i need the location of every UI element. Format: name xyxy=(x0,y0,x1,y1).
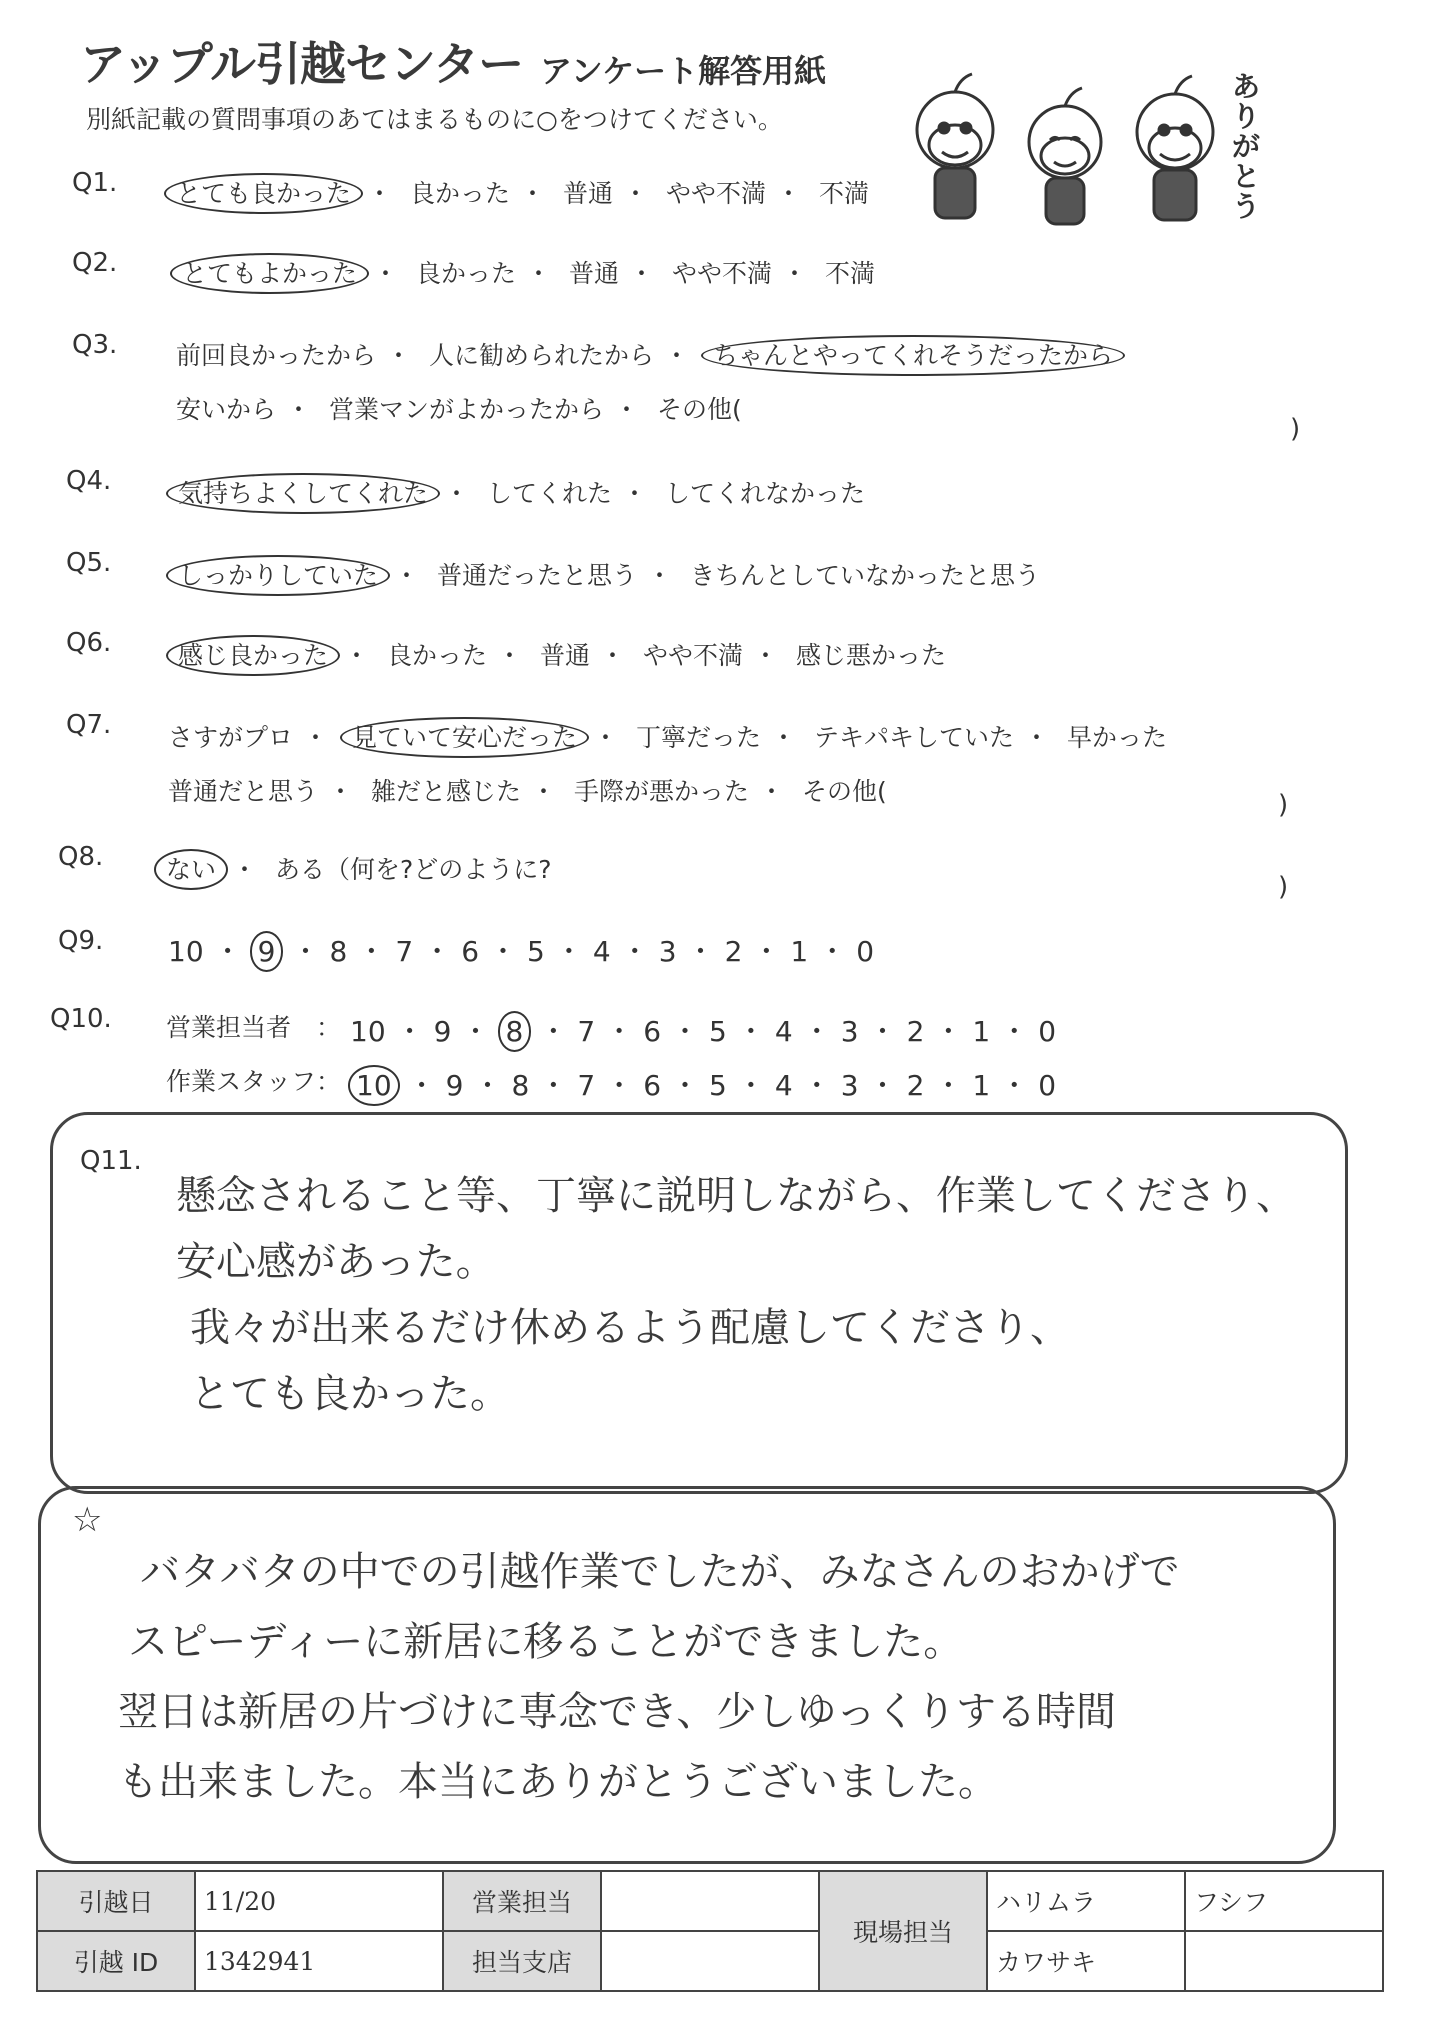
q3-options-line2: 安いから ・ 営業マンがよかったから ・ その他( xyxy=(176,395,742,424)
q10-sales-separator: ・ xyxy=(671,1015,700,1048)
q9-separator: ・ xyxy=(818,935,847,968)
q11-line-2: 安心感があった。 xyxy=(176,1239,496,1285)
q1-option-3[interactable]: 普通 xyxy=(562,179,613,208)
q9-separator: ・ xyxy=(554,935,583,968)
q10-sales-separator: ・ xyxy=(395,1015,424,1048)
q10-sales-value-0[interactable]: 0 xyxy=(1038,1015,1057,1048)
q9-separator: ・ xyxy=(620,935,649,968)
branch-label: 担当支店 xyxy=(443,1931,601,1991)
q6-label: Q6. xyxy=(66,628,112,658)
q10-sales-value-9[interactable]: 9 xyxy=(433,1015,452,1048)
q8-option-2[interactable]: ある（何を?どのように? xyxy=(274,855,552,884)
q10-staff-value-2[interactable]: 2 xyxy=(906,1069,925,1102)
q7-option-2[interactable]: 見ていて安心だった xyxy=(340,717,589,758)
q9-value-0[interactable]: 0 xyxy=(856,935,875,968)
q7-options-line2: 普通だと思う ・ 雑だと感じた ・ 手際が悪かった ・ その他( xyxy=(168,777,887,806)
site-staff-2[interactable]: フシフ xyxy=(1185,1871,1383,1931)
q7-options-line1: さすがプロ ・ 見ていて安心だった ・ 丁寧だった ・ テキパキしていた ・ 早かった xyxy=(168,718,1167,754)
q2-option-2[interactable]: 良かった xyxy=(415,259,516,288)
q4-label: Q4. xyxy=(66,466,112,496)
q2-option-5[interactable]: 不満 xyxy=(824,259,875,288)
q7-label: Q7. xyxy=(66,710,112,740)
q10-staff-separator: ・ xyxy=(539,1069,568,1102)
q8-option-1[interactable]: ない xyxy=(154,849,228,890)
q3-label: Q3. xyxy=(72,330,118,360)
move-date-value[interactable]: 11/20 xyxy=(195,1871,443,1931)
q2-label: Q2. xyxy=(72,248,118,278)
q9-scale xyxy=(168,930,874,970)
q9-value-7[interactable]: 7 xyxy=(395,935,414,968)
move-id-value[interactable]: 1342941 xyxy=(195,1931,443,1991)
sales-label: 営業担当 xyxy=(443,1871,601,1931)
q5-option-3[interactable]: きちんとしていなかったと思う xyxy=(689,561,1040,590)
star-line-1: バタバタの中での引越作業でしたが、みなさんのおかげで xyxy=(140,1549,1180,1595)
q10-sales-value-5[interactable]: 5 xyxy=(709,1015,727,1048)
q10-sales-separator: ・ xyxy=(802,1015,831,1048)
q2-option-3[interactable]: 普通 xyxy=(568,259,619,288)
star-icon: ☆ xyxy=(72,1500,103,1540)
q10-sales-value-2[interactable]: 2 xyxy=(906,1015,925,1048)
q4-option-2[interactable]: してくれた xyxy=(486,479,612,508)
q6-option-1[interactable]: 感じ良かった xyxy=(166,635,340,676)
q1-option-4[interactable]: やや不満 xyxy=(665,179,766,208)
q3-option-2[interactable]: 人に勧められたから xyxy=(428,341,654,370)
q10-staff-value-9[interactable]: 9 xyxy=(445,1069,464,1102)
q10-sales-separator: ・ xyxy=(934,1015,963,1048)
q10-sales-separator: ・ xyxy=(1000,1015,1029,1048)
q6-option-2[interactable]: 良かった xyxy=(386,641,487,670)
q4-option-1[interactable]: 気持ちよくしてくれた xyxy=(166,473,440,514)
q10-sales-separator: ・ xyxy=(868,1015,897,1048)
q9-value-1[interactable]: 1 xyxy=(790,935,809,968)
branch-value[interactable] xyxy=(601,1931,819,1991)
instruction-text: 別紙記載の質問事項のあてはまるものに○をつけてください。 xyxy=(86,105,783,134)
q9-value-9[interactable]: 9 xyxy=(250,931,284,972)
q7-option-other[interactable]: その他( xyxy=(801,777,887,806)
q5-option-2[interactable]: 普通だったと思う xyxy=(436,561,637,590)
q10-sales-separator: ・ xyxy=(461,1015,490,1048)
q9-separator: ・ xyxy=(686,935,715,968)
q10-sales-value-8[interactable]: 8 xyxy=(498,1011,532,1052)
q9-value-10[interactable]: 10 xyxy=(168,935,204,968)
q10-staff-colon: ： xyxy=(316,1067,342,1096)
q10-staff-value-1[interactable]: 1 xyxy=(972,1069,991,1102)
q10-staff-value-0[interactable]: 0 xyxy=(1038,1069,1057,1102)
q10-sales-value-7[interactable]: 7 xyxy=(577,1015,596,1048)
q5-options: しっかりしていた ・ 普通だったと思う ・ きちんとしていなかったと思う xyxy=(172,556,1040,592)
q7-option-6[interactable]: 普通だと思う xyxy=(168,777,319,806)
q11-line-3: 我々が出来るだけ休めるよう配慮してくださり、 xyxy=(190,1305,1070,1351)
q10-label: Q10. xyxy=(50,1004,112,1034)
q2-options: とてもよかった ・ 良かった ・ 普通 ・ やや不満 ・ 不満 xyxy=(176,254,875,290)
q6-option-3[interactable]: 普通 xyxy=(539,641,590,670)
q10-staff-separator: ・ xyxy=(407,1069,436,1102)
q10-staff-value-5[interactable]: 5 xyxy=(709,1069,727,1102)
q10-sales-value-6[interactable]: 6 xyxy=(643,1015,662,1048)
move-id-label: 引越 ID xyxy=(37,1931,195,1991)
q10-sales-value-4[interactable]: 4 xyxy=(774,1015,793,1048)
q10-staff-separator: ・ xyxy=(473,1069,502,1102)
q9-separator: ・ xyxy=(213,935,242,968)
q9-separator: ・ xyxy=(752,935,781,968)
q10-staff-value-4[interactable]: 4 xyxy=(774,1069,793,1102)
q2-option-4[interactable]: やや不満 xyxy=(671,259,772,288)
q3-option-1[interactable]: 前回良かったから xyxy=(176,341,377,370)
q9-value-8[interactable]: 8 xyxy=(329,935,348,968)
q10-staff-value-3[interactable]: 3 xyxy=(840,1069,859,1102)
q1-option-5[interactable]: 不満 xyxy=(818,179,869,208)
site-staff-1[interactable]: ハリムラ xyxy=(987,1871,1185,1931)
q7-option-1[interactable]: さすがプロ xyxy=(168,723,294,752)
q9-separator: ・ xyxy=(357,935,386,968)
site-staff-empty[interactable] xyxy=(1185,1931,1383,1991)
brand-title: アップル引越センター xyxy=(80,37,524,91)
q1-label: Q1. xyxy=(72,168,118,198)
q7-option-7[interactable]: 雑だと感じた xyxy=(370,777,521,806)
q6-option-5[interactable]: 感じ悪かった xyxy=(795,641,946,670)
q10-staff-scale xyxy=(350,1064,1056,1104)
q10-sales-value-3[interactable]: 3 xyxy=(840,1015,859,1048)
q1-option-1[interactable]: とても良かった xyxy=(164,173,363,214)
q5-label: Q5. xyxy=(66,548,112,578)
q10-staff-value-10[interactable]: 10 xyxy=(348,1065,400,1106)
q9-separator: ・ xyxy=(423,935,452,968)
monkey-mascot-icon xyxy=(900,60,1230,240)
q3-close-paren: ) xyxy=(1290,414,1301,444)
q3-option-other[interactable]: その他( xyxy=(656,395,742,424)
site-label: 現場担当 xyxy=(819,1871,987,1991)
q3-option-5[interactable]: 営業マンがよかったから xyxy=(328,395,604,424)
q7-option-5[interactable]: 早かった xyxy=(1066,723,1167,752)
q10-staff-value-8[interactable]: 8 xyxy=(511,1069,530,1102)
q4-options: 気持ちよくしてくれた ・ してくれた ・ してくれなかった xyxy=(172,474,865,510)
sales-value[interactable] xyxy=(601,1871,819,1931)
q4-option-3[interactable]: してくれなかった xyxy=(664,479,865,508)
q9-value-6[interactable]: 6 xyxy=(461,935,480,968)
q1-option-2[interactable]: 良かった xyxy=(409,179,510,208)
q10-staff-value-7[interactable]: 7 xyxy=(577,1069,596,1102)
q10-staff-separator: ・ xyxy=(736,1069,765,1102)
q10-staff-label: 作業スタッフ xyxy=(166,1067,317,1096)
q1-options: とても良かった ・ 良かった ・ 普通 ・ やや不満 ・ 不満 xyxy=(170,174,869,210)
q3-option-4[interactable]: 安いから xyxy=(176,395,277,424)
q10-staff-separator: ・ xyxy=(605,1069,634,1102)
q11-line-4: とても良かった。 xyxy=(190,1371,510,1417)
move-date-label: 引越日 xyxy=(37,1871,195,1931)
q6-options: 感じ良かった ・ 良かった ・ 普通 ・ やや不満 ・ 感じ悪かった xyxy=(172,636,946,672)
q3-options-line1: 前回良かったから ・ 人に勧められたから ・ ちゃんとやってくれそうだったから xyxy=(176,336,1119,372)
mascot-illustration xyxy=(900,60,1320,240)
q10-sales-separator: ・ xyxy=(605,1015,634,1048)
q11-line-1: 懸念されること等、丁寧に説明しながら、作業してくださり、 xyxy=(176,1173,1296,1219)
q10-sales-value-10[interactable]: 10 xyxy=(350,1015,386,1048)
q8-label: Q8. xyxy=(58,842,104,872)
q10-staff-value-6[interactable]: 6 xyxy=(643,1069,662,1102)
star-line-4: も出来ました。本当にありがとうございました。 xyxy=(118,1759,998,1805)
q10-sales-scale xyxy=(350,1010,1056,1050)
q3-option-3[interactable]: ちゃんとやってくれそうだったから xyxy=(701,335,1125,376)
q7-option-3[interactable]: 丁寧だった xyxy=(635,723,761,752)
q5-option-1[interactable]: しっかりしていた xyxy=(166,555,390,596)
site-staff-3[interactable]: カワサキ xyxy=(987,1931,1185,1991)
star-line-2: スピーディーに新居に移ることができました。 xyxy=(128,1619,964,1665)
q10-staff-separator: ・ xyxy=(934,1069,963,1102)
form-subtitle: アンケート解答用紙 xyxy=(540,52,827,90)
q8-options: ない ・ ある（何を?どのように? xyxy=(160,850,552,886)
star-line-3: 翌日は新居の片づけに専念でき、少しゆっくりする時間 xyxy=(118,1689,1116,1735)
q9-separator: ・ xyxy=(489,935,518,968)
q10-staff-separator: ・ xyxy=(868,1069,897,1102)
footer-table xyxy=(36,1870,1384,1992)
q7-option-4[interactable]: テキパキしていた xyxy=(813,723,1014,752)
q11-label: Q11. xyxy=(80,1146,142,1176)
q10-sales-value-1[interactable]: 1 xyxy=(972,1015,991,1048)
q2-option-1[interactable]: とてもよかった xyxy=(170,253,369,294)
q10-sales-colon: ： xyxy=(316,1013,342,1042)
q8-close-paren: ) xyxy=(1278,872,1289,902)
q9-value-5[interactable]: 5 xyxy=(527,935,545,968)
q9-value-4[interactable]: 4 xyxy=(592,935,611,968)
q9-label: Q9. xyxy=(58,926,104,956)
q10-staff-separator: ・ xyxy=(1000,1069,1029,1102)
q9-separator: ・ xyxy=(291,935,320,968)
q10-staff-separator: ・ xyxy=(802,1069,831,1102)
q10-staff-separator: ・ xyxy=(671,1069,700,1102)
q10-sales-separator: ・ xyxy=(539,1015,568,1048)
mascot-thanks-text: ありがとう xyxy=(1232,70,1261,223)
q9-value-2[interactable]: 2 xyxy=(724,935,743,968)
q7-close-paren: ) xyxy=(1278,790,1289,820)
q9-value-3[interactable]: 3 xyxy=(658,935,677,968)
q10-sales-label: 営業担当者 xyxy=(166,1013,292,1042)
q10-sales-separator: ・ xyxy=(736,1015,765,1048)
q7-option-8[interactable]: 手際が悪かった xyxy=(573,777,749,806)
q6-option-4[interactable]: やや不満 xyxy=(642,641,743,670)
